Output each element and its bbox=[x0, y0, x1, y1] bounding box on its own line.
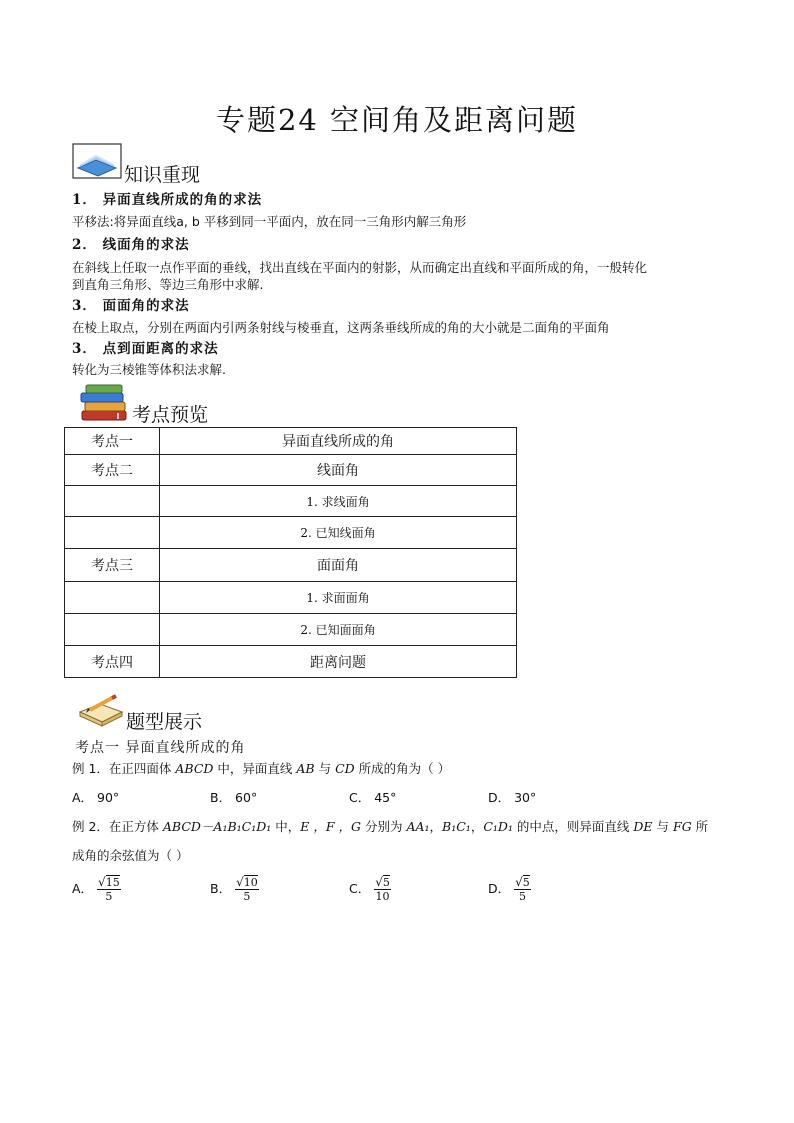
example-1-stem bbox=[72, 759, 450, 778]
table-row bbox=[65, 549, 517, 582]
ex2-sep1: ， bbox=[429, 819, 443, 834]
table-row bbox=[65, 455, 517, 486]
table-cell: 面面角 bbox=[160, 549, 517, 582]
pencil-notebook-icon bbox=[76, 690, 126, 730]
ex1-stem-b: 中，异面直线 bbox=[213, 761, 297, 776]
section-preview-heading: 考点预览 bbox=[132, 404, 209, 426]
ex2-option-a-label: A． bbox=[72, 881, 94, 896]
fraction: $\frac{√5}{10}$ bbox=[375, 875, 390, 903]
ex1-stem-c: 与 bbox=[314, 761, 336, 776]
book-icon bbox=[72, 142, 124, 180]
ex2-option-c[interactable] bbox=[349, 876, 391, 903]
section-examples-heading: 题型展示 bbox=[126, 711, 203, 733]
ex2-option-d-label: D． bbox=[488, 881, 511, 896]
table-row bbox=[65, 486, 517, 517]
ex1-option-c[interactable]: C． 45° bbox=[349, 790, 397, 805]
overview-table bbox=[64, 427, 517, 678]
table-cell: 考点一 bbox=[65, 428, 160, 455]
ex2-option-c-label: C． bbox=[349, 881, 371, 896]
ex2-line1-c: 分别为 bbox=[361, 819, 407, 834]
table-cell: 线面角 bbox=[160, 455, 517, 486]
table-cell: 考点二 bbox=[65, 455, 160, 486]
frac-denominator: 5 bbox=[518, 890, 526, 903]
frac-numerator: 15 bbox=[105, 876, 120, 889]
ex2-cube: ABCD－A₁B₁C₁D₁ bbox=[162, 819, 272, 834]
knowledge-heading-1: 1． 异面直线所成的角的求法 bbox=[72, 192, 263, 208]
table-cell: 考点三 bbox=[65, 549, 160, 582]
ex2-line1-e: 与 bbox=[652, 819, 674, 834]
fraction: $\frac{√5}{5}$ bbox=[515, 875, 530, 903]
ex2-sep2: ， bbox=[470, 819, 484, 834]
section-knowledge-heading: 知识重现 bbox=[124, 164, 201, 186]
example-2-stem-line2: 成角的余弦值为（ ） bbox=[72, 848, 189, 863]
knowledge-heading-2: 2． 线面角的求法 bbox=[72, 237, 190, 253]
fraction: $\frac{√10}{5}$ bbox=[236, 875, 258, 903]
ex2-option-b[interactable] bbox=[210, 876, 259, 903]
ex1-stem-d: 所成的角为（ ） bbox=[354, 761, 451, 776]
kaodian1-title: 考点一 异面直线所成的角 bbox=[75, 740, 246, 756]
table-cell bbox=[65, 517, 160, 549]
knowledge-text-2a: 在斜线上任取一点作平面的垂线，找出直线在平面内的射影，从而确定出直线和平面所成的角，一般转化 bbox=[72, 260, 648, 275]
table-cell bbox=[65, 486, 160, 517]
table-cell: 1. 求线面角 bbox=[160, 486, 517, 517]
table-row bbox=[65, 428, 517, 455]
ex2-line1-b: 中， bbox=[271, 819, 301, 834]
knowledge-text-2b: 到直角三角形、等边三角形中求解. bbox=[72, 277, 264, 292]
ex2-fg: FG bbox=[673, 819, 692, 834]
knowledge-text-3: 在棱上取点，分别在两面内引两条射线与棱垂直，这两条垂线所成的角的大小就是二面角的平面角 bbox=[72, 320, 610, 335]
ex2-option-b-label: B． bbox=[210, 881, 232, 896]
ex1-cd: CD bbox=[335, 761, 355, 776]
table-cell: 距离问题 bbox=[160, 646, 517, 678]
ex2-line1-f: 所 bbox=[691, 819, 709, 834]
ex2-option-d[interactable] bbox=[488, 876, 531, 903]
frac-numerator: 5 bbox=[522, 876, 530, 889]
table-row bbox=[65, 614, 517, 646]
ex1-option-b[interactable]: B． 60° bbox=[210, 790, 258, 805]
ex1-ab: AB bbox=[296, 761, 315, 776]
frac-numerator: 10 bbox=[243, 876, 258, 889]
frac-denominator: 10 bbox=[375, 890, 390, 903]
knowledge-text-4: 转化为三棱锥等体积法求解. bbox=[72, 362, 226, 377]
ex1-option-a[interactable]: A． 90° bbox=[72, 790, 120, 805]
table-cell: 考点四 bbox=[65, 646, 160, 678]
table-row bbox=[65, 517, 517, 549]
ex2-option-a[interactable] bbox=[72, 876, 121, 903]
frac-numerator: 5 bbox=[382, 876, 390, 889]
knowledge-heading-3: 3． 面面角的求法 bbox=[72, 298, 190, 314]
table-cell: 1. 求面面角 bbox=[160, 582, 517, 614]
table-cell: 2. 已知线面角 bbox=[160, 517, 517, 549]
ex2-line1-a: 例 2．在正方体 bbox=[72, 819, 163, 834]
knowledge-heading-4: 3． 点到面距离的求法 bbox=[72, 341, 219, 357]
ex2-b1c1: B₁C₁ bbox=[442, 819, 471, 834]
ex1-option-d[interactable]: D． 30° bbox=[488, 790, 537, 805]
table-row bbox=[65, 646, 517, 678]
table-row bbox=[65, 582, 517, 614]
frac-denominator: 5 bbox=[105, 890, 113, 903]
table-cell: 异面直线所成的角 bbox=[160, 428, 517, 455]
ex2-aa1: AA₁ bbox=[406, 819, 430, 834]
fraction: $\frac{√15}{5}$ bbox=[98, 875, 120, 903]
table-cell bbox=[65, 614, 160, 646]
ex2-efg: E ，F ，G bbox=[300, 819, 361, 834]
ex2-c1d1: C₁D₁ bbox=[483, 819, 513, 834]
ex1-stem-a: 例 1．在正四面体 bbox=[72, 761, 176, 776]
table-cell: 2. 已知面面角 bbox=[160, 614, 517, 646]
ex2-de: DE bbox=[633, 819, 653, 834]
example-2-stem-line1 bbox=[72, 817, 708, 836]
ex1-abcd: ABCD bbox=[175, 761, 214, 776]
knowledge-text-1: 平移法:将异面直线a, b 平移到同一平面内，放在同一三角形内解三角形 bbox=[72, 214, 467, 229]
table-cell bbox=[65, 582, 160, 614]
frac-denominator: 5 bbox=[243, 890, 251, 903]
stacked-books-icon bbox=[78, 383, 130, 423]
ex2-line1-d: 的中点，则异面直线 bbox=[512, 819, 634, 834]
page-title: 专题24 空间角及距离问题 bbox=[215, 103, 579, 137]
